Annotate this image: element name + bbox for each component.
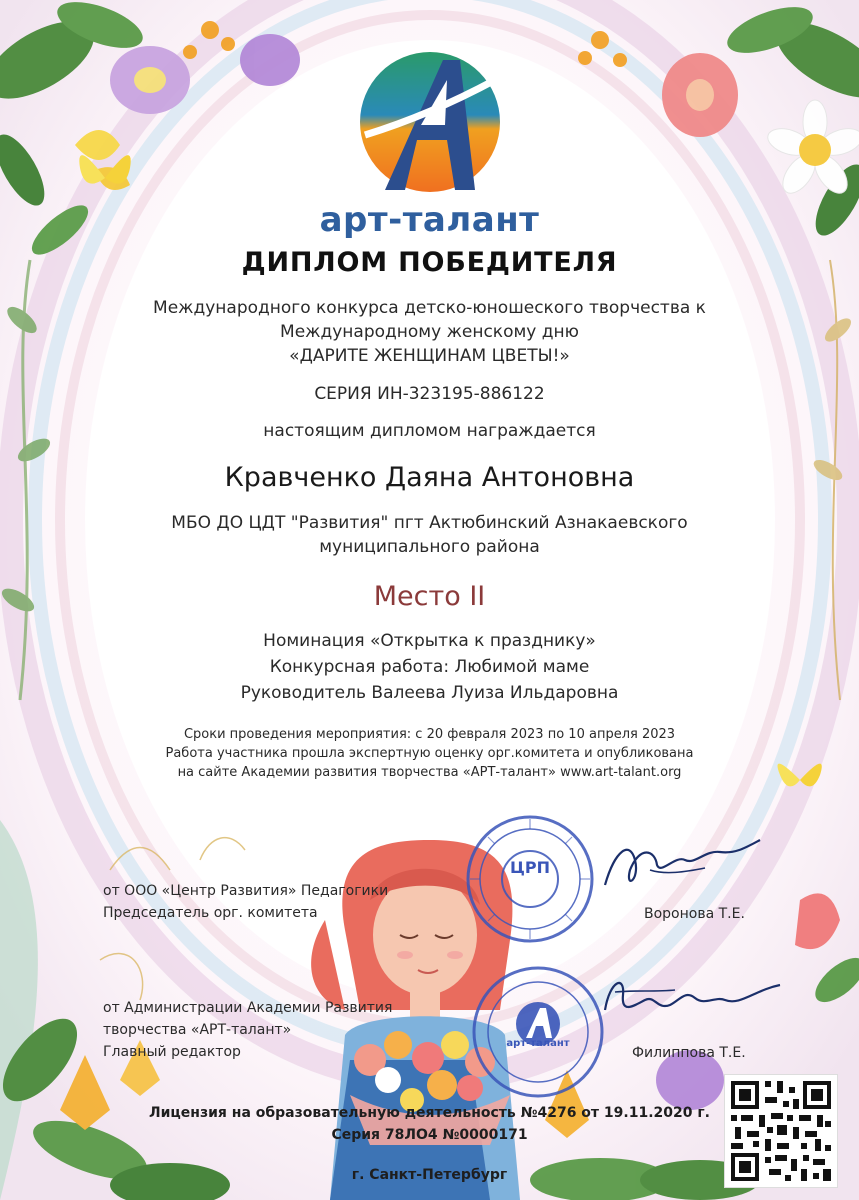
contest-work: Конкурсная работа: Любимой маме (269, 657, 590, 677)
diploma-title: ДИПЛОМ ПОБЕДИТЕЛЯ (241, 247, 618, 278)
awarded-text: настоящим дипломом награждается (263, 421, 596, 441)
award-details (0, 628, 859, 706)
signature-1-scribble (595, 830, 765, 900)
recipient-name: Кравченко Даяна Антоновна (224, 462, 635, 493)
contest-description (0, 296, 859, 368)
stamp-2-text: арт-талант (506, 1038, 570, 1049)
stamp-1-text: ЦРП (510, 858, 550, 877)
signer-2-name: Филиппова Т.Е. (632, 1045, 746, 1061)
license-line-2: Серия 78ЛО4 №0000171 (331, 1127, 528, 1143)
stamp-1-icon (463, 812, 598, 947)
organization (0, 511, 859, 559)
terms-line-2: Работа участника прошла экспертную оценку орг.комитета и опубликована (165, 746, 694, 761)
qr-code[interactable] (724, 1074, 838, 1188)
description-line-1: Международного конкурса детско-юношеского творчества к (153, 298, 706, 318)
city: г. Санкт-Петербург (351, 1167, 508, 1183)
terms-line-3: на сайте Академии развития творчества «АРТ-талант» www.art-talant.org (177, 765, 682, 780)
signature1-line-2: Председатель орг. комитета (103, 905, 318, 921)
series-number: СЕРИЯ ИН-323195-886122 (314, 384, 545, 404)
description-line-3: «ДАРИТЕ ЖЕНЩИНАМ ЦВЕТЫ!» (289, 346, 570, 366)
nomination: Номинация «Открытка к празднику» (263, 631, 596, 651)
supervisor: Руководитель Валеева Луиза Ильдаровна (240, 683, 619, 703)
signature-block-1 (103, 880, 388, 924)
brand-name: арт-талант (319, 200, 540, 240)
signature1-line-1: от ООО «Центр Развития» Педагогики (103, 883, 389, 899)
description-line-2: Международному женскому дню (280, 322, 579, 342)
art-talant-logo-icon (355, 40, 505, 200)
signature2-line-3: Главный редактор (103, 1044, 241, 1060)
terms-line-1: Сроки проведения мероприятия: с 20 февраля 2023 по 10 апреля 2023 (183, 727, 676, 742)
license-line-1: Лицензия на образовательную деятельность №4276 от 19.11.2020 г. (148, 1105, 710, 1121)
organization-line-2: муниципального района (319, 537, 540, 557)
signature-block-2 (103, 997, 392, 1063)
place-award: Место II (373, 581, 486, 612)
signature2-line-1: от Администрации Академии Развития (103, 1000, 393, 1016)
organization-line-1: МБО ДО ЦДТ "Развития" пгт Актюбинский Азнакаевского (171, 513, 688, 533)
qr-code-icon (725, 1075, 837, 1187)
signature2-line-2: творчества «АРТ-талант» (103, 1022, 292, 1038)
event-terms (0, 725, 859, 782)
stamp-2-icon (468, 962, 608, 1102)
signature-2-scribble (595, 970, 785, 1030)
signer-1-name: Воронова Т.Е. (644, 906, 745, 922)
